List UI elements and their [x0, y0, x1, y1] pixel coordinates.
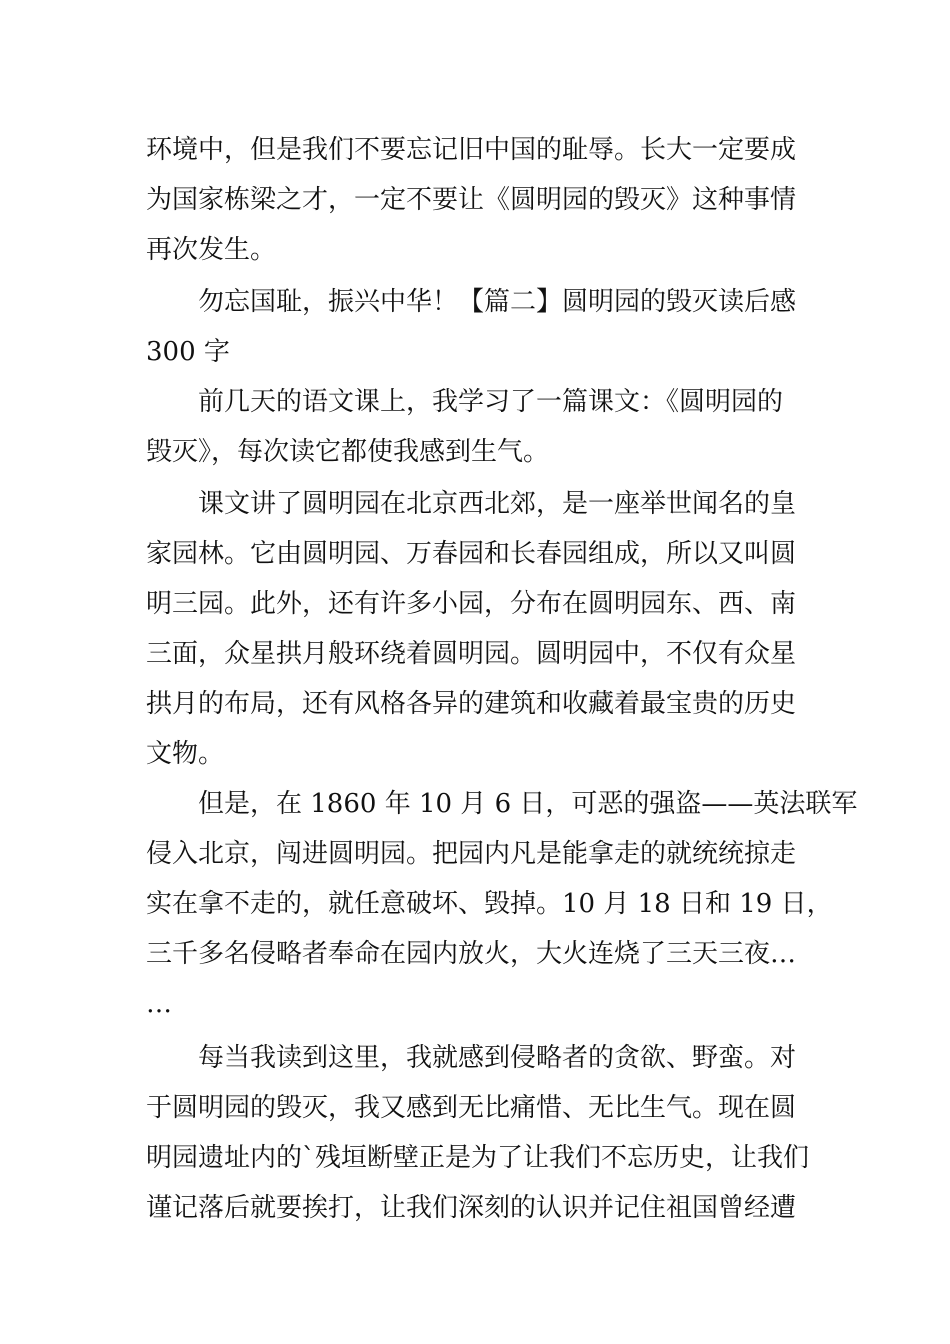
text-line: 再次发生。 — [146, 235, 277, 265]
text-line: 实在拿不走的，就任意破坏、毁掉。10 月 18 日和 19 日， — [146, 889, 833, 919]
text-line: 每当我读到这里，我就感到侵略者的贪欲、野蛮。对 — [198, 1043, 797, 1073]
text-line: 侵入北京，闯进圆明园。把园内凡是能拿走的就统统掠走 — [146, 839, 797, 869]
text-line: 课文讲了圆明园在北京西北郊，是一座举世闻名的皇 — [198, 489, 797, 519]
text-line: 毁灭》，每次读它都使我感到生气。 — [146, 437, 550, 467]
text-line: 文物。 — [146, 739, 225, 769]
text-line: 于圆明园的毁灭，我又感到无比痛惜、无比生气。现在圆 — [146, 1093, 797, 1123]
text-line: 勿忘国耻，振兴中华！【篇二】圆明园的毁灭读后感 — [198, 287, 797, 317]
text-line: 明园遗址内的`残垣断壁正是为了让我们不忘历史，让我们 — [146, 1143, 810, 1173]
text-line: 300 字 — [146, 337, 230, 367]
text-line: 明三园。此外，还有许多小园，分布在圆明园东、西、南 — [146, 589, 797, 619]
text-line: … — [146, 989, 172, 1019]
text-line: 谨记落后就要挨打，让我们深刻的认识并记住祖国曾经遭 — [146, 1193, 797, 1223]
text-line: 三千多名侵略者奉命在园内放火，大火连烧了三天三夜… — [146, 939, 797, 969]
text-line: 为国家栋梁之才，一定不要让《圆明园的毁灭》这种事情 — [146, 185, 797, 215]
text-line: 三面，众星拱月般环绕着圆明园。圆明园中，不仅有众星 — [146, 639, 797, 669]
text-line: 但是，在 1860 年 10 月 6 日，可恶的强盗——英法联军 — [198, 789, 858, 819]
text-line: 环境中，但是我们不要忘记旧中国的耻辱。长大一定要成 — [146, 135, 797, 165]
text-line: 拱月的布局，还有风格各异的建筑和收藏着最宝贵的历史 — [146, 689, 797, 719]
text-line: 前几天的语文课上，我学习了一篇课文：《圆明园的 — [198, 387, 784, 417]
text-line: 家园林。它由圆明园、万春园和长春园组成，所以又叫圆 — [146, 539, 797, 569]
